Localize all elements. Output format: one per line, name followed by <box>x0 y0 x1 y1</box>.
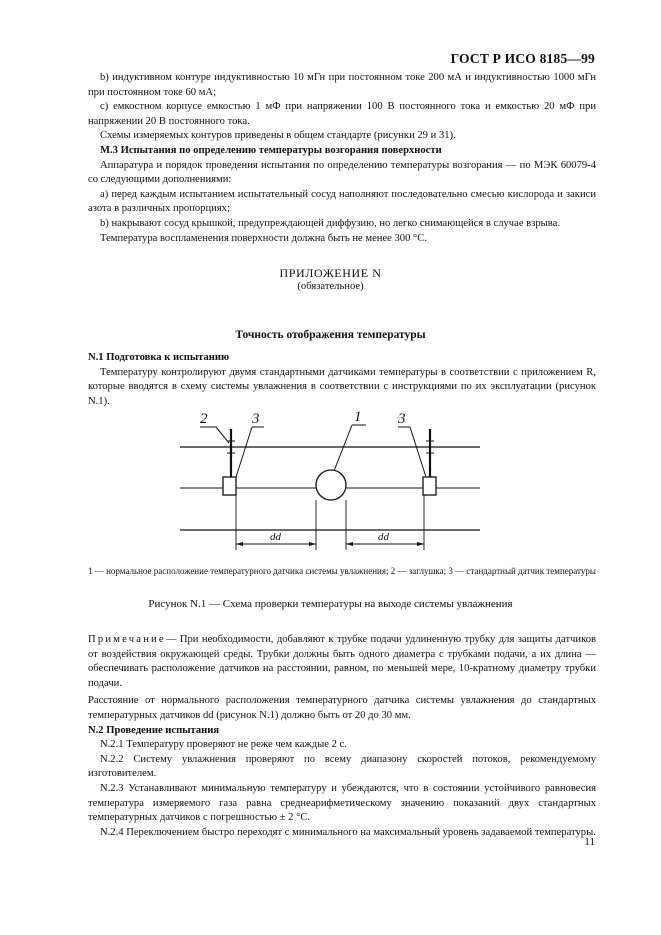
paragraph-capacitive: c) емкостном корпусе емкостью 1 мФ при напряжении 100 В постоянного тока и емкостью 20 мФ при напряжении 20 В постоянного тока. <box>88 101 596 127</box>
n1-heading: N.1 Подготовка к испытанию <box>88 352 230 363</box>
n22-paragraph: N.2.2 Систему увлажнения проверяют по всему диапазону скоростей потоков, рекомендуемому изготовителем. <box>88 753 596 780</box>
top-text-block <box>88 71 596 246</box>
note-text: — При необходимости, добавляют к трубке подачи удлиненную трубку для защиты датчиков от воздействия окружающей среды. Трубки должны быть одного диаметра с трубками подачи, а их длина — обеспечивать расположение датчиков на расстоянии, равном, по меньшей мере, 10-кратному диаметру трубки подачи. <box>88 634 596 689</box>
annex-title: ПРИЛОЖЕНИЕ N <box>279 266 382 280</box>
label-1: 1 <box>354 409 362 425</box>
standard-header: ГОСТ Р ИСО 8185—99 <box>450 51 595 66</box>
figure-caption: Рисунок N.1 — Схема проверки температуры на выходе системы увлажнения <box>148 598 513 610</box>
figure-n1-diagram <box>0 405 661 565</box>
paragraph-inductive: b) индуктивном контуре индуктивностью 10 мГн при постоянном токе 200 мА и индуктивностью 1000 мГн при постоянном токе 60 мА; <box>88 72 596 98</box>
normal-sensor-circle <box>316 470 346 500</box>
label-3-right: 3 <box>398 411 406 427</box>
paragraph-apparatus: Аппаратура и порядок проведения испытания по определению температуры возгорания — по МЭК 60079-4 со следующими дополнениями: <box>88 159 596 186</box>
page-number: 11 <box>584 836 595 848</box>
note-label: Примечание <box>88 634 166 645</box>
m3-heading: М.3 Испытания по определению температуры возгорания поверхности <box>100 144 442 156</box>
dd-label-left: dd <box>270 531 281 543</box>
n1-block <box>88 351 596 409</box>
annex-subtitle: (обязательное) <box>297 281 364 292</box>
note-paragraph <box>88 633 596 691</box>
label-3-left: 3 <box>252 411 260 427</box>
figure-legend: 1 — нормальное расположение температурного датчика системы увлажнения; 2 — заглушка; 3 — стандартный датчик температуры <box>88 566 596 576</box>
left-sensor-body <box>223 477 236 495</box>
right-sensor-body <box>423 477 436 495</box>
label-2: 2 <box>200 411 208 427</box>
paragraph-fill: a) перед каждым испытанием испытательный сосуд наполняют последовательно смесью кислорода и закиси азота в различных пропорциях; <box>88 188 596 215</box>
n1-paragraph: Температуру контролируют двумя стандартными датчиками температуры в соответствии с приложением R, которые вводятся в схему системы увлажнения в соответствии с инструкциями по их эксплуатации (рисунок N.1). <box>88 366 596 407</box>
paragraph-cover: b) накрывают сосуд крышкой, предупреждающей диффузию, но легко снимающейся в случае взрыва. <box>100 217 560 229</box>
paragraph-schemes: Схемы измеряемых контуров приведены в общем стандарте (рисунки 29 и 31). <box>100 130 456 142</box>
n21-paragraph: N.2.1 Температуру проверяют не реже чем каждые 2 с. <box>100 739 347 751</box>
paragraph-ignition-temp: Температура воспламенения поверхности должна быть не менее 300 °С. <box>100 232 427 244</box>
n24-paragraph: N.2.4 Переключением быстро переходят с минимального на максимальный уровень задаваемой температуры. <box>100 826 596 838</box>
n2-heading: N.2 Проведение испытания <box>88 724 220 736</box>
dd-label-right: dd <box>378 531 389 543</box>
lower-block <box>88 633 596 840</box>
distance-paragraph: Расстояние от нормального расположения температурного датчика системы увлажнения до стандартных температурных датчиков dd (рисунок N.1) должно быть от 20 до 30 мм. <box>88 695 596 721</box>
n23-paragraph: N.2.3 Устанавливают минимальную температуру и убеждаются, что в состоянии устойчивого равновесия температура измеряемого газа равна среднеарифметическому значению показаний двух стандартных температурных датчиков с погрешностью ± 2 °С. <box>88 782 596 824</box>
section-title: Точность отображения температуры <box>235 329 426 341</box>
